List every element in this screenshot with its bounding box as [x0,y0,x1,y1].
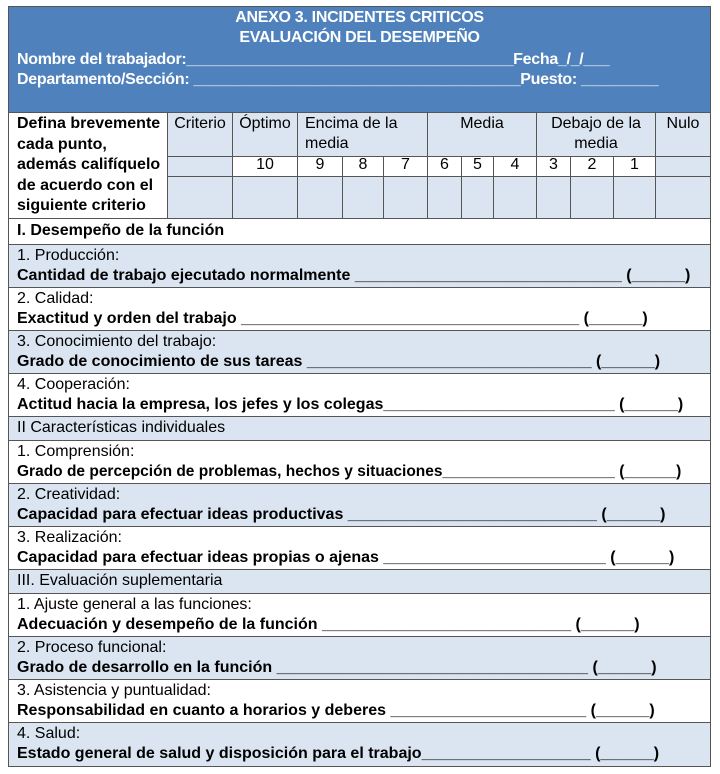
score-2: 2 [587,156,597,173]
department-position-line[interactable]: Departamento/Sección: ______________________________________Puesto: _________ [17,71,659,88]
item-desc[interactable]: Adecuación y desempeño de la función ____________________________ (______) [17,616,640,633]
item-name: 4. Cooperación: [17,376,130,393]
item-desc[interactable]: Actitud hacia la empresa, los jefes y los colegas__________________________ (______) [17,396,684,413]
item-name: 1. Ajuste general a las funciones: [17,596,252,613]
section-evaluacion-suplementaria: III. Evaluación suplementaria [9,569,710,593]
item-desc[interactable]: Grado de conocimiento de sus tareas ________________________________ (______) [17,353,661,370]
form-subtitle: EVALUACIÓN DEL DESEMPEÑO [239,29,480,46]
media-label: Media [460,115,504,132]
score-9: 9 [315,156,325,173]
score-8: 8 [358,156,368,173]
encima-label: Encima de la media [305,115,398,152]
nulo-label: Nulo [666,115,700,132]
score-5: 5 [473,156,482,173]
debajo-label: Debajo de la media [551,115,641,152]
item-name: 2. Proceso funcional: [17,639,167,656]
item-name: 3. Asistencia y puntualidad: [17,682,211,699]
item-desc[interactable]: Capacidad para efectuar ideas productivas ____________________________ (______) [17,506,666,523]
item-name: 1. Producción: [17,247,120,264]
item-desc[interactable]: Grado de percepción de problemas, hechos y situaciones____________________ (______) [17,463,682,480]
form-border [8,6,711,767]
item-desc[interactable]: Capacidad para efectuar ideas propias o ajenas _________________________ (______) [17,549,675,566]
item-desc[interactable]: Cantidad de trabajo ejecutado normalmente ______________________________ (______) [17,267,691,284]
score-6: 6 [440,156,449,173]
section-caracteristicas: II Características individuales [9,416,710,440]
worker-name-date-line[interactable]: Nombre del trabajador:______________________________________Fecha_/_/___ [17,51,610,68]
item-name: 2. Creatividad: [17,486,121,503]
section-desempeno: I. Desempeño de la función [9,218,710,244]
instruction-text: Defina brevemente cada punto, además califíquelo de acuerdo con el siguiente criterio [17,115,161,214]
item-desc[interactable]: Responsabilidad en cuanto a horarios y deberes ______________________ (______) [17,702,655,719]
item-name: 2. Calidad: [17,290,94,307]
criterio-label: Criterio [174,115,226,132]
item-desc[interactable]: Grado de desarrollo en la función ___________________________________ (______) [17,659,657,676]
score-10: 10 [256,156,274,173]
item-desc[interactable]: Exactitud y orden del trabajo ______________________________________ (______) [17,310,648,327]
score-3: 3 [549,156,558,173]
score-7: 7 [401,156,410,173]
form-title: ANEXO 3. INCIDENTES CRITICOS [235,9,484,26]
score-4: 4 [510,156,520,173]
item-name: 3. Realización: [17,529,122,546]
optimo-label: Óptimo [239,115,291,132]
item-name: 3. Conocimiento del trabajo: [17,333,217,350]
item-name: 1. Comprensión: [17,443,135,460]
item-desc[interactable]: Estado general de salud y disposición para el trabajo___________________ (______) [17,745,660,762]
score-1: 1 [630,156,639,173]
item-name: 4. Salud: [17,725,81,742]
